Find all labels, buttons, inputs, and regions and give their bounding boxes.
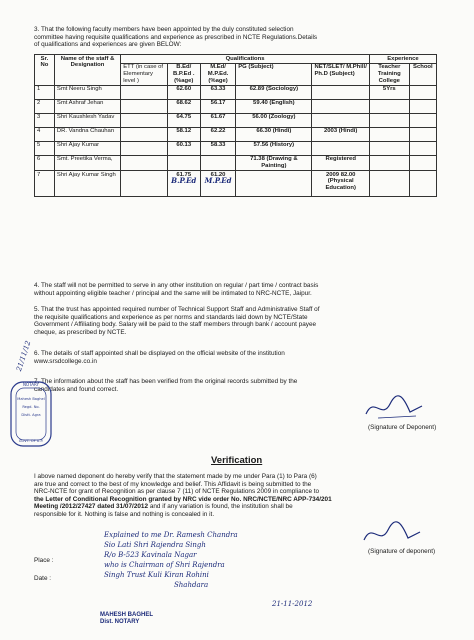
cell-med: 63.33 xyxy=(200,85,235,99)
hand-line: Singh Trust Kuli Kiran Rohini xyxy=(104,571,209,579)
cell-no: 3 xyxy=(35,113,55,127)
cell-med-value: 61.20 xyxy=(210,171,226,178)
cell-name: Smt Neeru Singh xyxy=(54,85,120,99)
para7-line: 7. The information about the staff has been verified from the original records submitted by the xyxy=(34,378,298,385)
header-bed: B.Ed/ B.P.Ed . (%age) xyxy=(167,63,200,85)
verify-line: responsible for it. Nothing is false and nothing is concealed in it. xyxy=(34,510,215,518)
handwritten-mped: M.P.Ed xyxy=(204,176,232,186)
cell-pg: 56.00 (Zoology) xyxy=(236,113,312,127)
para7-line: candidates and found correct. xyxy=(34,385,119,393)
para4-line: 4. The staff will not be permitted to serve in any other institution on regular / part time / contract basis xyxy=(34,282,319,289)
cell-no: 1 xyxy=(35,85,55,99)
para3-line: of qualifications and experiences are given BELOW: xyxy=(34,41,182,49)
para4-line: without appointing eligible teacher / principal and the same will be intimated to NRC-NCTE, Jaipur. xyxy=(34,289,312,297)
cell-pg: 62.89 (Sociology) xyxy=(236,85,312,99)
verify-line: are true and correct to the best of my knowledge and belief. This Affidavit is being submitted to the xyxy=(34,480,312,488)
handwritten-bped: B.P.Ed xyxy=(171,176,197,186)
cell-school xyxy=(409,171,436,197)
cell-teacher: 5Yrs xyxy=(369,85,409,99)
place-label: Place : xyxy=(34,557,54,564)
header-qualifications: Qualifications xyxy=(121,55,370,64)
stamp-line: GOVT. OF U.P. xyxy=(18,439,44,443)
header-net: NET/SLET/ M.Phill/ Ph.D (Subject) xyxy=(312,63,369,85)
verify-line xyxy=(34,503,438,511)
paragraph-4 xyxy=(34,282,438,297)
cell-teacher xyxy=(369,171,409,197)
cell-net xyxy=(312,141,369,155)
cell-name: DR. Vandna Chauhan xyxy=(54,127,120,141)
staff-table xyxy=(34,54,437,197)
para5-line: the requisite qualifications and experience as per norms and standards laid down by NCTE/State xyxy=(34,313,308,321)
cell-teacher xyxy=(369,127,409,141)
cell-school xyxy=(409,113,436,127)
header-experience: Experience xyxy=(369,55,436,64)
handwritten-attestation xyxy=(104,530,238,590)
para6-line: 6. The details of staff appointed shall be displayed on the official website of the institution xyxy=(34,350,285,357)
paragraph-5 xyxy=(34,306,438,336)
cell-no: 2 xyxy=(35,99,55,113)
cell-med xyxy=(200,155,235,170)
cell-med: 61.67 xyxy=(200,113,235,127)
notary-stamp xyxy=(5,376,57,452)
notary-name: MAHESH BAGHEL xyxy=(100,612,154,618)
hand-line: R/o B-523 Kavinala Nagar xyxy=(104,551,197,559)
cell-net: 2009 82.00 (Physical Education) xyxy=(312,171,369,197)
cell-med: 56.17 xyxy=(200,99,235,113)
cell-bed: 58.12 xyxy=(167,127,200,141)
para5-line: Government / Affiliating body. Salary will be paid to the staff members through bank / account payee xyxy=(34,321,317,329)
table-row xyxy=(35,113,437,127)
para3-line: committee having requisite qualifications and experience as prescribed in NCTE Regulations.Details xyxy=(34,33,318,41)
cell-teacher xyxy=(369,155,409,170)
cell-med: 58.33 xyxy=(200,141,235,155)
cell-teacher xyxy=(369,141,409,155)
stamp-line: Mahesh Baghel xyxy=(17,397,45,401)
para3-line: 3. That the following faculty members have been appointed by the duly constituted selection xyxy=(34,26,294,33)
cell-school xyxy=(409,85,436,99)
cell-med xyxy=(200,171,235,197)
cell-net xyxy=(312,113,369,127)
hand-line: Sio Lati Shri Rajendra Singh xyxy=(104,541,206,549)
stamp-line: NOTARY xyxy=(23,382,39,387)
verification-heading: Verification xyxy=(211,455,263,466)
cell-pg: 66.30 (Hindi) xyxy=(236,127,312,141)
cell-name: Smt. Preetika Verma, xyxy=(54,155,120,170)
paragraph-7 xyxy=(34,378,438,393)
stamp-line: Regd. No. xyxy=(22,405,40,409)
header-med: M.Ed/ M.P.Ed. (%age) xyxy=(200,63,235,85)
cell-bed xyxy=(167,155,200,170)
cell-teacher xyxy=(369,113,409,127)
cell-pg: 57.56 (History) xyxy=(236,141,312,155)
signature-caption: (Signature of Deponent) xyxy=(368,424,437,431)
verify-tail: and if any variation is found, the institution shall be xyxy=(148,503,293,511)
hand-line: Shahdara xyxy=(174,581,209,589)
cell-no: 6 xyxy=(35,155,55,170)
notary-stamp-bottom xyxy=(100,612,153,626)
header-teacher: Teacher Training College xyxy=(369,63,409,85)
cell-ett xyxy=(121,141,167,155)
table-row xyxy=(35,141,437,155)
side-date-handwritten: 21/11/12 xyxy=(15,339,33,373)
header-srno: Sr. No xyxy=(35,55,55,86)
deponent-signature-scribble-2 xyxy=(360,520,430,550)
cell-bed-value: 61.75 xyxy=(176,171,192,178)
cell-teacher xyxy=(369,99,409,113)
cell-bed: 60.13 xyxy=(167,141,200,155)
cell-no: 5 xyxy=(35,141,55,155)
cell-school xyxy=(409,127,436,141)
verification-paragraph xyxy=(34,473,438,519)
hand-line: who is Chairman of Shri Rajendra xyxy=(104,561,225,569)
cell-school xyxy=(409,99,436,113)
cell-school xyxy=(409,155,436,170)
handwritten-date: 21-11-2012 xyxy=(272,600,313,608)
verify-line: NRC-NCTE for grant of Recognition as per clause 7 (11) of NCTE Regulations 2009 in compliance to xyxy=(34,488,320,496)
cell-net: 2003 (Hindi) xyxy=(312,127,369,141)
table-row xyxy=(35,171,437,197)
table-row xyxy=(35,155,437,170)
header-school: School xyxy=(409,63,436,85)
para5-line: 5. That the trust has appointed required number of Technical Support Staff and Administrative Staff of xyxy=(34,306,320,313)
cell-pg: 59.40 (English) xyxy=(236,99,312,113)
verify-line: the Letter of Conditional Recognition granted by NRC vide order No. NRC/NCTE/NRC APP-734/201 xyxy=(34,495,332,503)
cell-net xyxy=(312,99,369,113)
cell-ett xyxy=(121,155,167,170)
cell-bed xyxy=(167,171,200,197)
signature-caption-2: (Signature of deponent) xyxy=(368,548,436,555)
date-label: Date : xyxy=(34,575,52,582)
hand-line: Explained to me Dr. Ramesh Chandra xyxy=(104,531,238,539)
table-row xyxy=(35,99,437,113)
cell-name: Shri Ajay Kumar xyxy=(54,141,120,155)
cell-bed: 62.60 xyxy=(167,85,200,99)
cell-pg: 71.38 (Drawing & Painting) xyxy=(236,155,312,170)
cell-med: 62.22 xyxy=(200,127,235,141)
website-link[interactable]: www.srsdcollege.co.in xyxy=(34,357,97,365)
para5-line: cheque, as prescribed by NCTE. xyxy=(34,328,127,336)
cell-name: Smt Ashraf Jehan xyxy=(54,99,120,113)
cell-pg xyxy=(236,171,312,197)
cell-no: 7 xyxy=(35,171,55,197)
cell-net: Registered xyxy=(312,155,369,170)
cell-school xyxy=(409,141,436,155)
cell-ett xyxy=(121,171,167,197)
notary-title: Dist. NOTARY xyxy=(100,619,140,625)
cell-name: Shri Kaushlesh Yadav xyxy=(54,113,120,127)
table-row xyxy=(35,85,437,99)
table-row xyxy=(35,127,437,141)
cell-ett xyxy=(121,113,167,127)
cell-bed: 68.62 xyxy=(167,99,200,113)
verify-line: I above named deponent do hereby verify that the statement made by me under Para (1) to Para (6) xyxy=(34,473,317,480)
stamp-line: Distt. Agra xyxy=(21,413,41,417)
cell-ett xyxy=(121,127,167,141)
cell-no: 4 xyxy=(35,127,55,141)
header-ett: ETT (in case of Elementary level ) xyxy=(121,63,167,85)
header-name: Name of the staff & Designation xyxy=(54,55,120,86)
paragraph-6 xyxy=(34,350,438,365)
deponent-signature-scribble xyxy=(360,392,430,426)
header-pg: PG (Subject) xyxy=(236,63,312,85)
cell-name: Shri Ajay Kumar Singh xyxy=(54,171,120,197)
cell-ett xyxy=(121,99,167,113)
cell-ett xyxy=(121,85,167,99)
paragraph-3 xyxy=(34,26,438,49)
cell-net xyxy=(312,85,369,99)
order-reference: Meeting /2012/27427 dated 31/07/2012 xyxy=(34,503,149,511)
cell-bed: 64.75 xyxy=(167,113,200,127)
